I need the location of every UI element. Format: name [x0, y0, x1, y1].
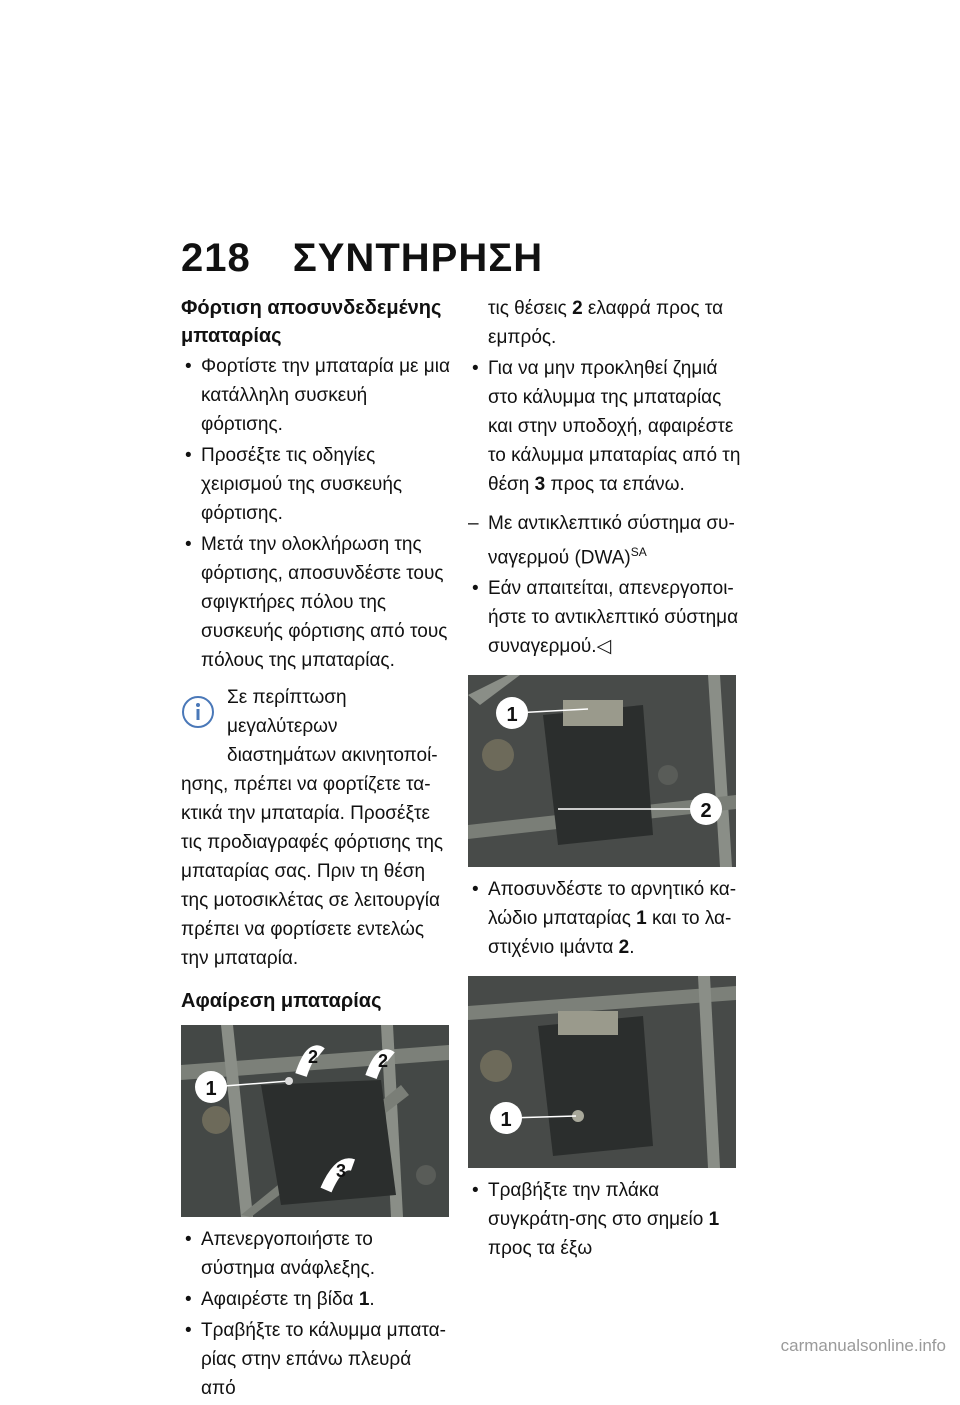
- reference-number: 3: [534, 474, 546, 495]
- section-title-charging: Φόρτιση αποσυνδεδεμένης μπαταρίας: [181, 297, 442, 347]
- photo-callout-1: 1: [506, 704, 518, 727]
- text: προς τα επάνω.: [545, 474, 685, 495]
- right-column: [468, 294, 743, 1265]
- list-item: • Προσέξτε τις οδηγίες χειρισμού της συσκευής φόρτισης.: [181, 441, 451, 528]
- photo-callout-3: 3: [335, 1161, 347, 1181]
- text: Τραβήξτε την πλάκα συγκράτη-σης στο σημείο: [488, 1180, 709, 1231]
- sa-marker: SA: [630, 545, 647, 559]
- photo-callout-1: 1: [205, 1078, 217, 1100]
- info-note: [181, 683, 451, 973]
- text: Για να μην προκληθεί ζημιά στο κάλυμμα της μπαταρίας και στην υποδοχή, αφαιρέστε το κάλυμμα μπαταρίας από τη θέση: [488, 358, 741, 495]
- text: τις θέσεις: [488, 298, 573, 319]
- list-item: • Εάν απαιτείται, απενεργοποι-ήστε το αντικλεπτικό σύστημα συναγερμού.◁: [468, 574, 743, 661]
- continued-text: [468, 294, 743, 352]
- reference-number: 1: [358, 1289, 370, 1310]
- list-item-text: Αφαιρέστε τη βίδα: [201, 1289, 359, 1310]
- page-number: 218: [181, 236, 251, 280]
- reference-number: 1: [636, 908, 647, 930]
- section-title-removal: Αφαίρεση μπαταρίας: [181, 990, 382, 1012]
- text: Αποσυνδέστε το αρνητικό κα-λώδιο μπαταρίας: [488, 879, 737, 930]
- reference-number: 2: [572, 298, 583, 319]
- text: Με αντικλεπτικό σύστημα συ-ναγερμού (DWA): [488, 513, 735, 569]
- page-header: [181, 236, 543, 281]
- list-item: • Μετά την ολοκλήρωση της φόρτισης, αποσυνδέστε τους σφιγκτήρες πόλου της συσκευής φόρτισης από τους πόλους της μπαταρίας.: [181, 530, 451, 675]
- option-condition: [468, 509, 743, 572]
- photo-callout-1: 1: [500, 1109, 512, 1132]
- photo-callout-2a: 2: [307, 1047, 319, 1067]
- list-item: • Απενεργοποιήστε το σύστημα ανάφλεξης.: [181, 1225, 451, 1283]
- note-text-start: Σε περίπτωση μεγαλύτερων διαστημάτων ακινητοποί-: [227, 687, 438, 766]
- left-column: [181, 294, 451, 1405]
- text: .: [629, 937, 635, 959]
- watermark: carmanualsonline.info: [780, 1336, 946, 1355]
- list-item: [468, 1176, 743, 1263]
- note-text-rest: ησης, πρέπει να φορτίζετε τα-κτικά την μπαταρία. Προσέξτε τις προδιαγραφές φόρτισης της μπαταρίας σας. Πριν τη θέση της μοτοσικλέτας σε λειτουργία πρέπει να φορτίσετε εντελώς την μπαταρία.: [181, 774, 444, 969]
- text: ελαφρά προς τα εμπρός.: [488, 298, 724, 348]
- photo-callout-2: 2: [700, 800, 712, 823]
- info-icon: [181, 695, 215, 729]
- list-item: [468, 354, 743, 499]
- text: προς τα έξω: [488, 1238, 593, 1260]
- battery-cover-photo: [181, 1025, 449, 1217]
- list-item-tail: .: [369, 1289, 375, 1310]
- list-item: [468, 875, 743, 962]
- retaining-plate-photo: [468, 976, 736, 1168]
- chapter-title: ΣΥΝΤΗΡΗΣΗ: [292, 236, 544, 280]
- reference-number: 2: [618, 937, 630, 959]
- battery-cable-photo: [468, 675, 736, 867]
- reference-number: 1: [708, 1209, 720, 1231]
- list-item: • Φορτίστε την μπαταρία με μια κατάλληλη συσκευή φόρτισης.: [181, 352, 451, 439]
- text: και το λα-στιχένιο ιμάντα: [488, 908, 732, 959]
- list-item: • Τραβήξτε το κάλυμμα μπατα-ρίας στην επάνω πλευρά από: [181, 1316, 451, 1403]
- list-item: [181, 1285, 451, 1314]
- photo-callout-2b: 2: [377, 1051, 389, 1071]
